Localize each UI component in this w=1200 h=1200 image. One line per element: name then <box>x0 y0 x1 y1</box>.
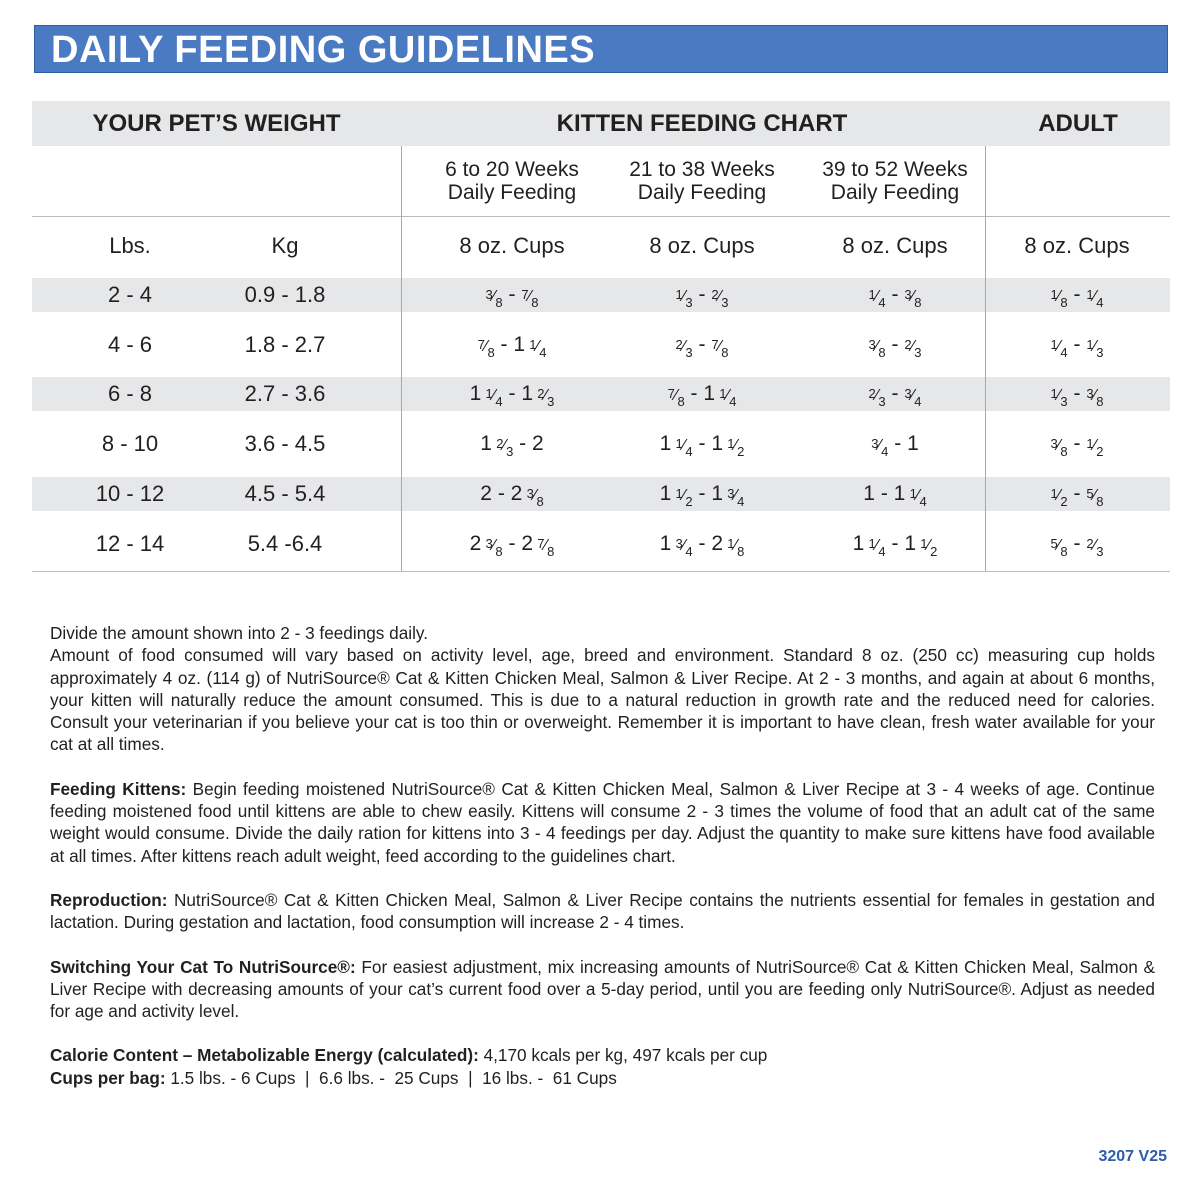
title-banner <box>34 25 1168 73</box>
divider <box>32 216 1170 217</box>
table-cell-k1: 2 - 2 $^3⁄_8$ <box>480 482 544 509</box>
unit-cups-k3: 8 oz. Cups <box>842 233 948 258</box>
table-cell-lbs: 2 - 4 <box>107 282 153 307</box>
column-divider <box>401 146 402 571</box>
table-cell-k3: $^3⁄_4 - 1$ <box>871 432 919 459</box>
table-cell-k1: 1 $^2⁄_3 - 2$ <box>480 432 544 459</box>
table-cell-k3: $^1⁄_4$ - $^3⁄_8$ <box>868 283 922 310</box>
divider <box>32 571 1170 572</box>
table-cell-kg: 3.6 - 4.5 <box>244 431 326 456</box>
subheader-6-20-weeks <box>412 158 612 204</box>
unit-cups-k2: 8 oz. Cups <box>649 233 755 258</box>
page-title: DAILY FEEDING GUIDELINES <box>51 29 596 71</box>
subheader-line: 21 to 38 Weeks <box>629 158 775 181</box>
product-code: 3207 V25 <box>1098 1148 1167 1165</box>
table-cell-kg: 1.8 - 2.7 <box>244 332 326 357</box>
subheader-39-52-weeks <box>795 158 995 204</box>
table-cell-k2: $^1⁄_3$ - $^2⁄_3$ <box>675 283 729 310</box>
cups-text: 1.5 lbs. - 6 Cups | 6.6 lbs. - 25 Cups | 16 lbs. - 61 Cups <box>165 1067 617 1088</box>
subheader-line: Daily Feeding <box>637 181 767 204</box>
calorie-text: 4,170 kcals per kg, 497 kcals per cup <box>478 1045 768 1066</box>
divide-note: Divide the amount shown into 2 - 3 feedings daily. <box>50 623 429 643</box>
table-cell-k1: 2 $^3⁄_8 - 2$ $^7⁄_8$ <box>469 532 555 559</box>
table-cell-lbs: 8 - 10 <box>101 431 159 456</box>
table-cell-adult: $^5⁄_8$ - $^2⁄_3$ <box>1050 532 1104 559</box>
subheader-21-38-weeks <box>602 158 802 204</box>
switching-label: Switching Your Cat To NutriSource®: <box>50 956 356 977</box>
reproduction-note <box>50 889 1155 934</box>
table-cell-kg: 5.4 -6.4 <box>247 531 323 556</box>
table-cell-k1: $^3⁄_8$ - $^7⁄_8$ <box>485 283 539 310</box>
table-cell-adult: $^3⁄_8$ - $^1⁄_2$ <box>1050 432 1104 459</box>
table-cell-adult: $^1⁄_4$ - $^1⁄_3$ <box>1050 333 1104 360</box>
table-cell-lbs: 6 - 8 <box>107 381 153 406</box>
table-cell-lbs: 10 - 12 <box>95 481 165 506</box>
switching-text: For easiest adjustment, mix increasing amounts of NutriSource® Cat & Kitten Chicken Meal, Salmon & Liver Recipe with decreasing amounts of your cat’s current food over a 5-day period, until you are feeding only NutriSource®. Adjust as needed for age and activity level. <box>50 956 1155 1022</box>
amount-note: Amount of food consumed will vary based on activity level, age, breed and environment. Standard 8 oz. (250 cc) measuring cup holds approximately 4 oz. (114 g) of NutriSource® Cat & Kitten Chicken Meal, Salmon & Liver Recipe. At 2 - 3 months, and again at about 6 months, your kitten will naturally reduce the amount consumed. This is due to a natural reduction in growth rate and the reduced need for calories. Consult your veterinarian if you believe your cat is too thin or overweight. Remember it is important to have clean, fresh water available for your cat at all times. <box>50 645 1155 755</box>
reproduction-text: NutriSource® Cat & Kitten Chicken Meal, Salmon & Liver Recipe contains the nutrients essential for females in gestation and lactation. During gestation and lactation, food consumption will increase 2 - 4 times. <box>50 889 1155 933</box>
kittens-note <box>50 778 1155 867</box>
table-cell-k3: $^3⁄_8$ - $^2⁄_3$ <box>868 333 922 360</box>
table-cell-k1: $^7⁄_8 - 1$ $^1⁄_4$ <box>477 333 547 360</box>
unit-kg: Kg <box>271 233 299 258</box>
table-cell-adult: $^1⁄_8$ - $^1⁄_4$ <box>1050 283 1104 310</box>
feeding-notes <box>50 622 1155 1089</box>
switching-note <box>50 956 1155 1023</box>
table-cell-k2: 1 $^1⁄_2 - 1$ $^3⁄_4$ <box>659 482 745 509</box>
table-cell-kg: 2.7 - 3.6 <box>244 381 326 406</box>
kitten-header: KITTEN FEEDING CHART <box>556 110 848 137</box>
calorie-label: Calorie Content – Metabolizable Energy (calculated): <box>50 1045 479 1066</box>
table-cell-adult: $^1⁄_3$ - $^3⁄_8$ <box>1050 382 1104 409</box>
table-cell-k2: $^2⁄_3$ - $^7⁄_8$ <box>675 333 729 360</box>
table-cell-k2: 1 $^3⁄_4 - 2$ $^1⁄_8$ <box>659 532 745 559</box>
weight-header: YOUR PET’S WEIGHT <box>92 110 341 137</box>
table-cell-k2: 1 $^1⁄_4 - 1$ $^1⁄_2$ <box>659 432 745 459</box>
subheader-line: Daily Feeding <box>830 181 960 204</box>
unit-lbs: Lbs. <box>109 233 151 258</box>
subheader-line: Daily Feeding <box>447 181 577 204</box>
unit-cups-adult: 8 oz. Cups <box>1024 233 1130 258</box>
table-cell-k1: 1 $^1⁄_4 - 1$ $^2⁄_3$ <box>469 382 555 409</box>
cups-note <box>50 1067 1155 1089</box>
cups-label: Cups per bag: <box>50 1067 166 1088</box>
table-cell-k3: 1 $^1⁄_4 - 1$ $^1⁄_2$ <box>852 532 938 559</box>
table-cell-k3: $^2⁄_3$ - $^3⁄_4$ <box>868 382 922 409</box>
unit-cups-k1: 8 oz. Cups <box>459 233 565 258</box>
table-cell-lbs: 12 - 14 <box>95 531 165 556</box>
reproduction-label: Reproduction: <box>50 889 168 910</box>
calorie-note <box>50 1044 1155 1066</box>
table-cell-adult: $^1⁄_2$ - $^5⁄_8$ <box>1050 482 1104 509</box>
subheader-line: 39 to 52 Weeks <box>822 158 968 181</box>
kittens-text: Begin feeding moistened NutriSource® Cat & Kitten Chicken Meal, Salmon & Liver Recipe at 3 - 4 weeks of age. Continue feeding moistened food until kittens are able to chew easily. Kittens will consume 2 - 3 times the volume of food that an adult cat of the same weight would consume. Divide the daily ration for kittens into 3 - 4 feedings per day. Adjust the quantity to make sure kittens have food available at all times. After kittens reach adult weight, feed according to the guidelines chart. <box>50 778 1155 866</box>
kittens-label: Feeding Kittens: <box>50 778 187 799</box>
adult-header: ADULT <box>1038 110 1118 137</box>
subheader-line: 6 to 20 Weeks <box>445 158 579 181</box>
table-cell-lbs: 4 - 6 <box>107 332 153 357</box>
table-cell-k3: 1 - 1 $^1⁄_4$ <box>863 482 927 509</box>
table-cell-k2: $^7⁄_8 - 1$ $^1⁄_4$ <box>667 382 737 409</box>
table-cell-kg: 4.5 - 5.4 <box>244 481 326 506</box>
table-cell-kg: 0.9 - 1.8 <box>244 282 326 307</box>
